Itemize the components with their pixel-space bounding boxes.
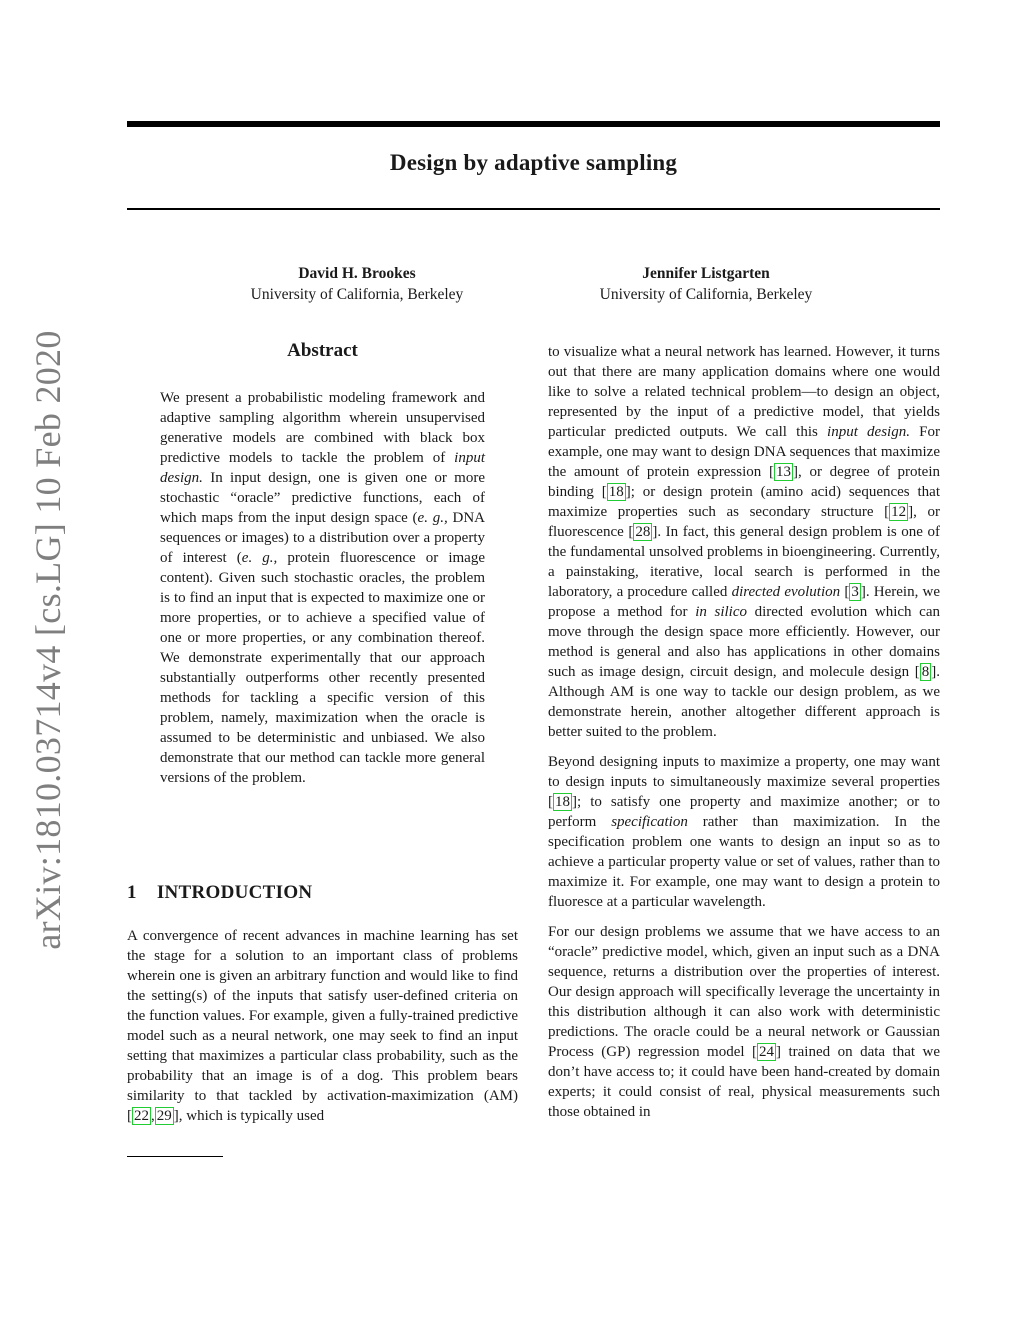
author-block xyxy=(556,263,856,305)
section-title: INTRODUCTION xyxy=(156,882,313,903)
title-bottom-rule xyxy=(127,208,940,210)
abstract-paragraph: We present a probabilistic modeling framework and adaptive sampling algorithm wherein unsupervised generative models are combined with black box predictive models to tackle the problem of input design. In input design, one is given one or more stochastic “oracle” predictive functions, each of which maps from the input design space (e. g., DNA sequences or images) to a distribution over a property of interest (e. g., protein fluorescence or image content). Given such stochastic oracles, the problem is to find an input that is expected to maximize one or more properties, or to achieve a specified value of one or more properties, or any combination thereof. We demonstrate experimentally that our approach substantially outperforms other recently presented methods for tackling a specific version of this problem, namely, maximization when the oracle is assumed to be deterministic and unbiased. We also demonstrate that our method can tackle more general versions of the problem. xyxy=(160,390,485,786)
citation-link[interactable]: 13 xyxy=(775,464,791,480)
citation-link[interactable]: 12 xyxy=(891,504,907,520)
citation-link[interactable]: 28 xyxy=(635,524,651,540)
abstract-body xyxy=(160,388,485,788)
author-name: David H. Brookes xyxy=(298,265,416,282)
arxiv-identifier[interactable]: arXiv:1810.03714v4 [cs.LG] 10 Feb 2020 xyxy=(28,330,68,950)
paper-title: Design by adaptive sampling xyxy=(389,150,678,175)
author-affiliation: University of California, Berkeley xyxy=(599,286,813,303)
abstract-heading: Abstract xyxy=(287,340,358,361)
author-block xyxy=(207,263,507,305)
intro-paragraph: For our design problems we assume that we have access to an “oracle” predictive model, which, given an input such as a DNA sequence, returns a distribution over the properties of interest. Our design approach will specifically leverage the uncertainty in this distribution although it can also work with deterministic predictions. The oracle could be a neural network or Gaussian Process (GP) regression model [ 24 ] trained on data that we don’t have access to; it could have been hand-created by domain experts; it could consist of real, physical measurements such those obtained in xyxy=(548,924,940,1120)
citation-link[interactable]: 24 xyxy=(759,1044,775,1060)
citation-link[interactable]: 18 xyxy=(555,794,570,810)
intro-paragraph: A convergence of recent advances in machine learning has set the stage for a solution to an important class of problems wherein one is given an arbitrary function and would like to find the setting(s) of the inputs that satisfy user-defined criteria on the function values. For example, given a fully-trained predictive model such as a neural network, one may seek to find an input setting that maximizes a particular class probability, such as the probability that an image is of a dog. This problem bears similarity to that tackled by activation-maximization (AM) [ 22 , 29 ], which is typically used xyxy=(127,928,518,1124)
citation-link[interactable]: 3 xyxy=(851,584,859,600)
section-heading xyxy=(127,882,312,904)
author-affiliation: University of California, Berkeley xyxy=(250,286,464,303)
citation-link[interactable]: 22 xyxy=(134,1108,149,1124)
citation-link[interactable]: 18 xyxy=(608,484,624,500)
footnote-rule xyxy=(127,1156,223,1157)
intro-paragraph: Beyond designing inputs to maximize a property, one may want to design inputs to simultaneously maximize several properties [ 18 ]; to satisfy one property and maximize another; or to perform specification rather than maximization. In the specification problem one wants to design an input so as to achieve a particular property value or set of values, rather than to maximize it. For example, one may want to design a protein to fluoresce at a particular wavelength. xyxy=(548,754,941,910)
intro-right-column xyxy=(548,342,940,1122)
citation-link[interactable]: 8 xyxy=(921,664,930,680)
author-name: Jennifer Listgarten xyxy=(642,265,770,282)
intro-paragraph: to visualize what a neural network has learned. However, it turns out that there are many application domains where one would like to solve a related technical problem—to design an object, represented by the input of a predictive model, that yields particular predicted outputs. We call this input design. For example, one may want to design DNA sequences that maximize the amount of protein expression [ 13 ], or degree of protein binding [ 18 ]; or design protein (amino acid) sequences that maximize properties such as secondary structure [ 12 ], or fluorescence [ 28 ]. In fact, this general design problem is one of the fundamental unsolved problems in bioengineering. Currently, a painstaking, iterative, local search is performed in the laboratory, a procedure called directed evolution [ 3 ]. Herein, we propose a method for in silico directed evolution which can move through the design space more efficiently. However, our method is general and also has applications in other domains such as image design, circuit design, and molecule design [ 8 ]. Although AM is one way to tackle our design problem, as we demonstrate herein, another altogether different approach is better suited to the problem. xyxy=(548,344,941,740)
citation-link[interactable]: 29 xyxy=(156,1108,172,1124)
section-number: 1 xyxy=(127,882,137,903)
title-top-rule xyxy=(127,121,940,127)
intro-left-column xyxy=(127,926,518,1126)
